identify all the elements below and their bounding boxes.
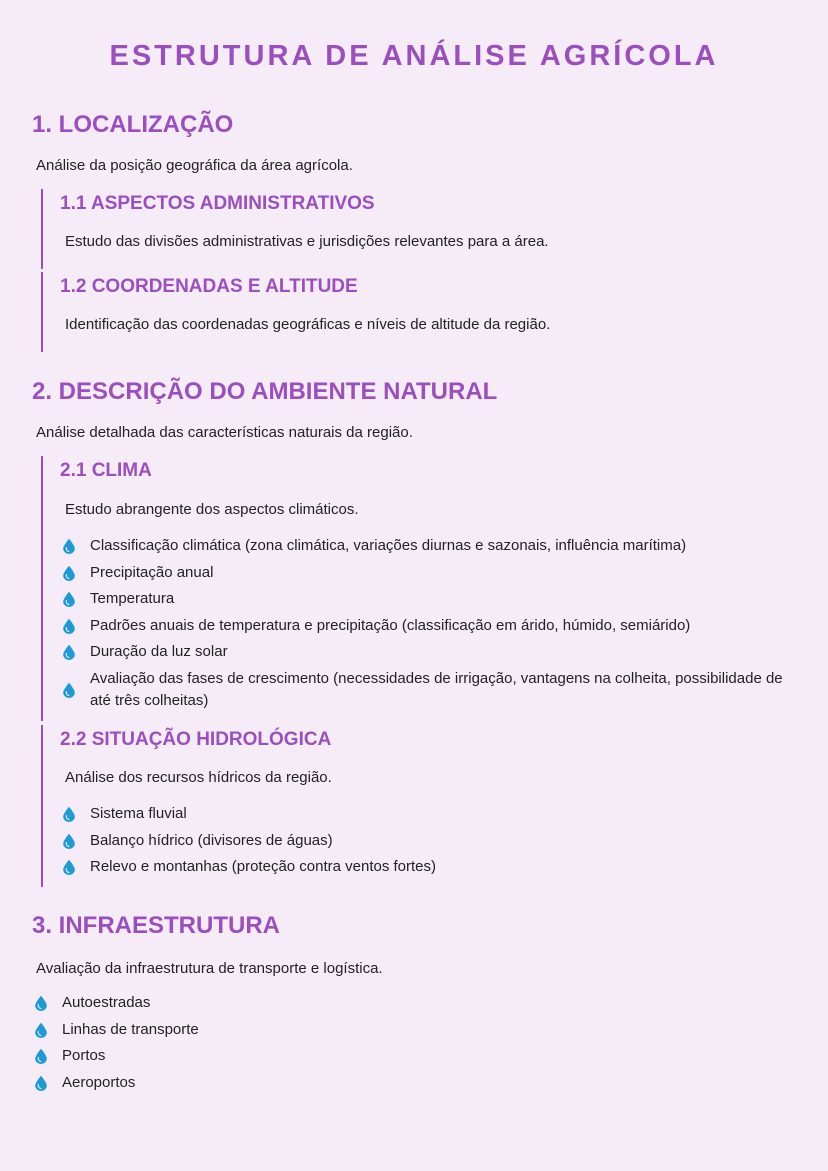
subsection-description: Estudo abrangente dos aspectos climáticos.: [65, 501, 359, 518]
water-drop-icon: [62, 565, 76, 581]
list-item: Relevo e montanhas (proteção contra ventos fortes): [62, 856, 792, 878]
list-item: Classificação climática (zona climática, variações diurnas e sazonais, influência marítima): [62, 535, 792, 557]
infrastructure-list: [34, 992, 794, 1098]
section-description: Avaliação da infraestrutura de transporte e logística.: [36, 960, 383, 977]
water-drop-icon: [34, 1075, 48, 1091]
subsection-description: Análise dos recursos hídricos da região.: [65, 769, 332, 786]
water-drop-icon: [34, 995, 48, 1011]
section-description: Análise detalhada das características naturais da região.: [36, 424, 413, 441]
subsection-heading: 1.1 ASPECTOS ADMINISTRATIVOS: [60, 193, 375, 214]
list-item: Balanço hídrico (divisores de águas): [62, 830, 792, 852]
subsection-description: Identificação das coordenadas geográficas e níveis de altitude da região.: [65, 316, 551, 333]
list-item: Autoestradas: [34, 992, 794, 1014]
subsection-clima: [41, 456, 803, 721]
climate-list: [62, 535, 792, 716]
water-drop-icon: [34, 1048, 48, 1064]
subsection-aspectos-administrativos: [41, 189, 803, 269]
list-item: Sistema fluvial: [62, 803, 792, 825]
list-item: Portos: [34, 1045, 794, 1067]
subsection-description: Estudo das divisões administrativas e jurisdições relevantes para a área.: [65, 233, 549, 250]
list-item: Avaliação das fases de crescimento (necessidades de irrigação, vantagens na colheita, possibilidade de até três colheitas): [62, 668, 792, 712]
subsection-heading: 2.1 CLIMA: [60, 460, 152, 481]
section-heading-ambiente-natural: 2. DESCRIÇÃO DO AMBIENTE NATURAL: [32, 378, 498, 405]
water-drop-icon: [34, 1022, 48, 1038]
list-item: Aeroportos: [34, 1072, 794, 1094]
subsection-situacao-hidrologica: [41, 725, 803, 887]
list-item: Duração da luz solar: [62, 641, 792, 663]
water-drop-icon: [62, 806, 76, 822]
water-drop-icon: [62, 859, 76, 875]
section-heading-localizacao: 1. LOCALIZAÇÃO: [32, 111, 234, 138]
hydrology-list: [62, 803, 792, 883]
water-drop-icon: [62, 538, 76, 554]
document-title: ESTRUTURA DE ANÁLISE AGRÍCOLA: [109, 40, 719, 72]
list-item: Linhas de transporte: [34, 1019, 794, 1041]
water-drop-icon: [62, 644, 76, 660]
subsection-heading: 2.2 SITUAÇÃO HIDROLÓGICA: [60, 729, 332, 750]
list-item: Padrões anuais de temperatura e precipitação (classificação em árido, húmido, semiárido): [62, 615, 792, 637]
subsection-coordenadas-altitude: [41, 272, 803, 352]
section-description: Análise da posição geográfica da área agrícola.: [36, 157, 353, 174]
section-heading-infraestrutura: 3. INFRAESTRUTURA: [32, 912, 281, 939]
water-drop-icon: [62, 618, 76, 634]
water-drop-icon: [62, 591, 76, 607]
water-drop-icon: [62, 682, 76, 698]
list-item: Precipitação anual: [62, 562, 792, 584]
water-drop-icon: [62, 833, 76, 849]
subsection-heading: 1.2 COORDENADAS E ALTITUDE: [60, 276, 358, 297]
list-item: Temperatura: [62, 588, 792, 610]
